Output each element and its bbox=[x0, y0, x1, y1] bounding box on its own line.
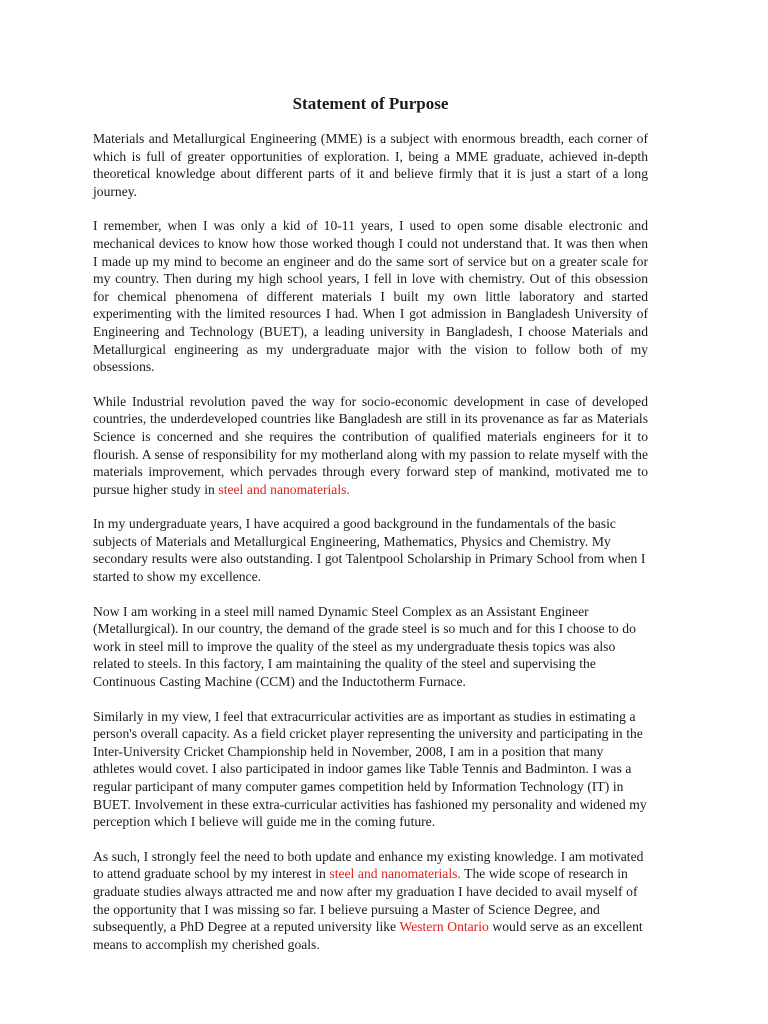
paragraph-conclusion bbox=[93, 848, 648, 954]
highlight-steel-nanomaterials: steel and nanomaterials. bbox=[218, 481, 350, 497]
paragraph-undergraduate: In my undergraduate years, I have acquired a good background in the fundamentals of the basic subjects of Materials and Metallurgical Engineering, Mathematics, Physics and Chemistry. My secondary results were also outstanding. I got Talentpool Scholarship in Primary School from when I started to show my excellence. bbox=[93, 516, 646, 585]
highlight-steel-nanomaterials-2: steel and nanomaterials. bbox=[329, 866, 461, 882]
highlight-western-ontario: Western Ontario bbox=[399, 919, 489, 935]
paragraph-extracurricular: Similarly in my view, I feel that extracurricular activities are as important as studies in estimating a person's overall capacity. As a field cricket player representing the university and participating in the Inter-University Cricket Championship held in November, 2008, I am in a position that many athletes would covet. I also participated in indoor games like Table Tennis and Badminton. I was a regular participant of many computer games competition held by Information Technology (IT) in BUET. Involvement in these extra-curricular activities has fashioned my personality and widened my perception which I believe will guide me in the coming future. bbox=[93, 708, 647, 830]
paragraph-conclusion-text-c: would serve as an excellent means to accomplish my cherished goals. bbox=[93, 919, 643, 952]
paragraph-intro: Materials and Metallurgical Engineering (MME) is a subject with enormous breadth, each corner of which is full of greater opportunities of exploration. I, being a MME graduate, achieved in-depth theoretical knowledge about different parts of it and believe firmly that it is just a start of a long journey. bbox=[93, 131, 648, 199]
document-page bbox=[93, 92, 648, 970]
document-title: Statement of Purpose bbox=[292, 94, 449, 113]
paragraph-childhood: I remember, when I was only a kid of 10-11 years, I used to open some disable electronic and mechanical devices to know how those worked though I could not understand that. It was then when I made up my mind to become an engineer and do the same sort of service but on a greater scale for my country. Then during my high school years, I fell in love with chemistry. Out of this obsession for chemical phenomena of different materials I built my own little laboratory and started experimenting with the limited resources I had. When I got admission in Bangladesh University of Engineering and Technology (BUET), a leading university in Bangladesh, I choose Materials and Metallurgical engineering as my undergraduate major with the vision to follow both of my obsessions. bbox=[93, 218, 648, 375]
paragraph-conclusion-text-a: As such, I strongly feel the need to both update and enhance my existing knowledge. I am motivated to attend graduate school by my interest in bbox=[93, 848, 644, 882]
paragraph-work: Now I am working in a steel mill named Dynamic Steel Complex as an Assistant Engineer (Metallurgical). In our country, the demand of the grade steel is so much and for this I choose to do work in steel mill to improve the quality of the steel as my undergraduate thesis topics was also related to steels. In this factory, I am maintaining the quality of the steel and supervising the Continuous Casting Machine (CCM) and the Inductotherm Furnace. bbox=[93, 603, 636, 690]
paragraph-motivation-text: While Industrial revolution paved the way for socio-economic development in case of developed countries, the underdeveloped countries like Bangladesh are still in its provenance as far as Materials Science is concerned and she requires the contribution of qualified materials engineers for it to flourish. A sense of responsibility for my motherland along with my passion to relate myself with the materials improvement, which pervades through every forward step of mankind, motivated me to pursue higher study in bbox=[93, 393, 648, 497]
paragraph-conclusion-text-b: The wide scope of research in graduate studies always attracted me and now after my graduation I have decided to avail myself of the opportunity that I was missing so far. I believe pursuing a Master of Science Degree, and subsequently, a PhD Degree at a reputed university like bbox=[93, 866, 638, 935]
paragraph-motivation bbox=[93, 393, 648, 499]
